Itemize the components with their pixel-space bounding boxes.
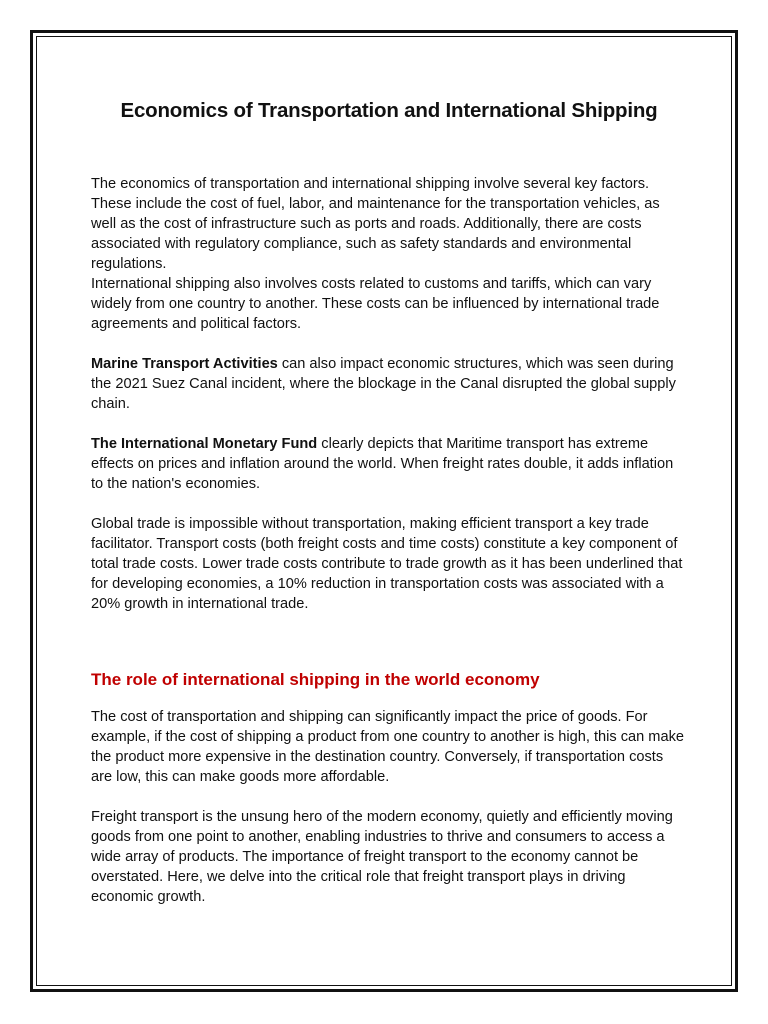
- imf-text: clearly depicts that Maritime transport has extreme effects on prices and inflation around the world. When freight rates double, it adds inflation to the nation's economies.: [91, 436, 674, 492]
- imf-paragraph: [91, 434, 687, 494]
- marine-transport-paragraph: [91, 354, 687, 414]
- global-trade-paragraph: Global trade is impossible without transportation, making efficient transport a key trade facilitator. Transport costs (both freight costs and time costs) constitute a key component of total trade costs. Lower trade costs contribute to trade growth as it has been underlined that for developing economies, a 10% reduction in transportation costs was associated with a 20% growth in international trade.: [91, 516, 683, 612]
- cost-paragraph: The cost of transportation and shipping can significantly impact the price of goods. For example, if the cost of shipping a product from one country to another is high, this can make the product more expensive in the destination country. Conversely, if transportation costs are low, this can make goods more affordable.: [91, 709, 684, 785]
- freight-paragraph: Freight transport is the unsung hero of the modern economy, quietly and efficiently moving goods from one point to another, enabling industries to thrive and consumers to access a wide array of products. The importance of freight transport to the economy cannot be overstated. Here, we delve into the critical role that freight transport plays in driving economic growth.: [91, 809, 673, 905]
- marine-transport-text: can also impact economic structures, which was seen during the 2021 Suez Canal incident, where the blockage in the Canal disrupted the global supply chain.: [91, 356, 676, 412]
- intro-paragraph-1: The economics of transportation and international shipping involve several key factors. These include the cost of fuel, labor, and maintenance for the transportation vehicles, as well as the cost of infrastructure such as ports and roads. Additionally, there are costs associated with regulatory compliance, such as safety standards and environmental regulations.: [91, 176, 660, 272]
- marine-transport-bold: Marine Transport Activities: [91, 356, 278, 372]
- document-title: Economics of Transportation and International Shipping: [120, 99, 658, 122]
- imf-bold: The International Monetary Fund: [91, 436, 318, 452]
- intro-paragraph-2: International shipping also involves costs related to customs and tariffs, which can vary widely from one country to another. These costs can be influenced by international trade agreements and political factors.: [91, 276, 660, 332]
- document-body: [91, 94, 687, 907]
- section-heading: The role of international shipping in the world economy: [91, 670, 540, 689]
